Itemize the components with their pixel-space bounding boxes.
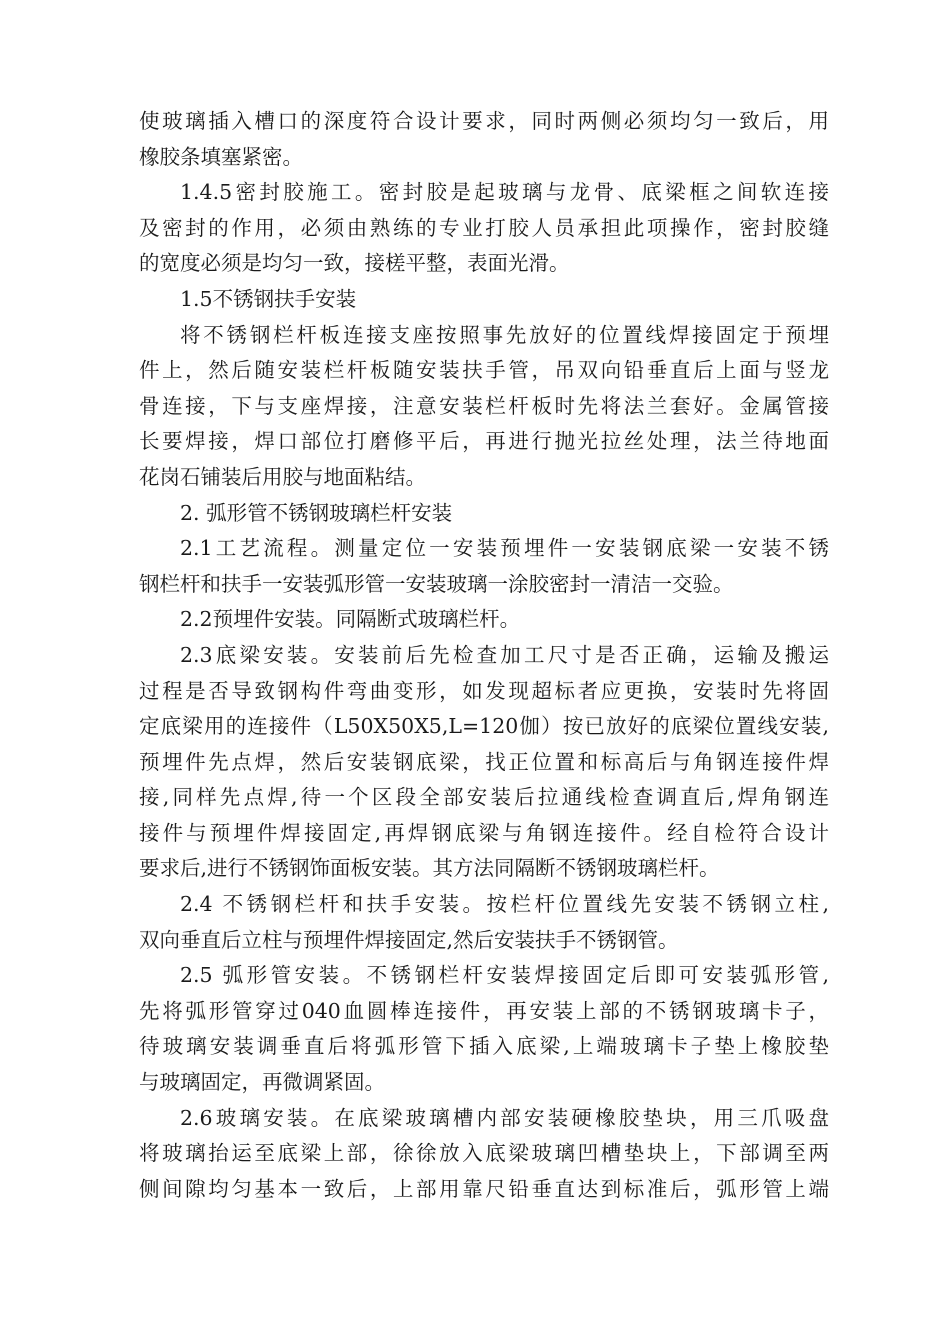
text-line: 接,同样先点焊,待一个区段全部安装后拉通线检查调直后,焊角钢连 (139, 785, 829, 810)
text-line: 2. 弧形管不锈钢玻璃栏杆安装 (180, 500, 453, 525)
text-line: 长要焊接，焊口部位打磨修平后，再进行抛光拉丝处理，法兰待地面 (139, 429, 829, 454)
text-line: 件上，然后随安装栏杆板随安装扶手管，吊双向铅垂直后上面与竖龙 (139, 358, 829, 383)
text-line: 先将弧形管穿过040血圆棒连接件，再安装上部的不锈钢玻璃卡子， (139, 998, 829, 1023)
text-line: 2.1工艺流程。测量定位一安装预埋件一安装钢底梁一安装不锈 (180, 536, 829, 561)
text-line: 2.4 不锈钢栏杆和扶手安装。按栏杆位置线先安装不锈钢立柱, (180, 892, 829, 917)
text-line: 要求后,进行不锈钢饰面板安装。其方法同隔断不锈钢玻璃栏杆。 (139, 856, 720, 881)
paragraph-embedded-parts (139, 602, 829, 638)
paragraph-bottom-beam (139, 638, 829, 887)
text-line: 将玻璃抬运至底梁上部，徐徐放入底梁玻璃凹槽垫块上，下部调至两 (139, 1141, 829, 1166)
document-page (139, 104, 829, 1207)
paragraph-glass-installation (139, 1101, 829, 1208)
text-line: 1.4.5密封胶施工。密封胶是起玻璃与龙骨、底梁框之间软连接 (180, 180, 829, 205)
text-line: 的宽度必须是均匀一致，接槎平整，表面光滑。 (139, 251, 570, 276)
text-line: 将不锈钢栏杆板连接支座按照事先放好的位置线焊接固定于预埋 (180, 322, 829, 347)
text-line: 2.3底梁安装。安装前后先检查加工尺寸是否正确，运输及搬运 (180, 642, 829, 667)
text-line: 侧间隙均匀基本一致后，上部用靠尺铅垂直达到标准后，弧形管上端 (139, 1176, 829, 1201)
text-line: 预埋件先点焊，然后安装钢底梁，找正位置和标高后与角钢连接件焊 (139, 749, 829, 774)
text-line: 过程是否导致钢构件弯曲变形，如发现超标者应更换，安装时先将固 (139, 678, 829, 703)
text-line: 定底梁用的连接件（L50X50X5,L=120伽）按已放好的底梁位置线安装, (139, 714, 829, 739)
text-line: 钢栏杆和扶手一安装弧形管一安装玻璃一涂胶密封一清洁一交验。 (139, 571, 734, 596)
section-heading-2 (139, 496, 829, 532)
text-line: 1.5不锈钢扶手安装 (180, 286, 357, 311)
text-line: 待玻璃安装调垂直后将弧形管下插入底梁,上端玻璃卡子垫上橡胶垫 (139, 1034, 829, 1059)
text-line: 接件与预埋件焊接固定,再焊钢底梁与角钢连接件。经自检符合设计 (139, 820, 829, 845)
section-heading-1-5 (139, 282, 829, 318)
paragraph-railing-handrail (139, 887, 829, 958)
text-line: 与玻璃固定，再微调紧固。 (139, 1070, 385, 1095)
paragraph-handrail-installation (139, 318, 829, 496)
text-line: 使玻璃插入槽口的深度符合设计要求，同时两侧必须均匀一致后，用 (139, 109, 829, 133)
text-line: 2.6玻璃安装。在底梁玻璃槽内部安装硬橡胶垫块，用三爪吸盘 (180, 1105, 829, 1130)
text-line: 花岗石铺装后用胶与地面粘结。 (139, 464, 426, 489)
text-line: 骨连接，下与支座焊接，注意安装栏杆板时先将法兰套好。金属管接 (139, 393, 829, 418)
paragraph-process-flow (139, 531, 829, 602)
text-line: 2.2预埋件安装。同隔断式玻璃栏杆。 (180, 607, 521, 632)
text-line: 橡胶条填塞紧密。 (139, 144, 303, 169)
paragraph-arc-pipe (139, 958, 829, 1100)
paragraph-glass-insertion-continued (139, 104, 829, 175)
text-line: 2.5 弧形管安装。不锈钢栏杆安装焊接固定后即可安装弧形管, (180, 963, 829, 988)
text-line: 及密封的作用，必须由熟练的专业打胶人员承担此项操作，密封胶缝 (139, 215, 829, 240)
paragraph-sealant-construction (139, 175, 829, 282)
text-line: 双向垂直后立柱与预埋件焊接固定,然后安装扶手不锈钢管。 (139, 927, 679, 952)
